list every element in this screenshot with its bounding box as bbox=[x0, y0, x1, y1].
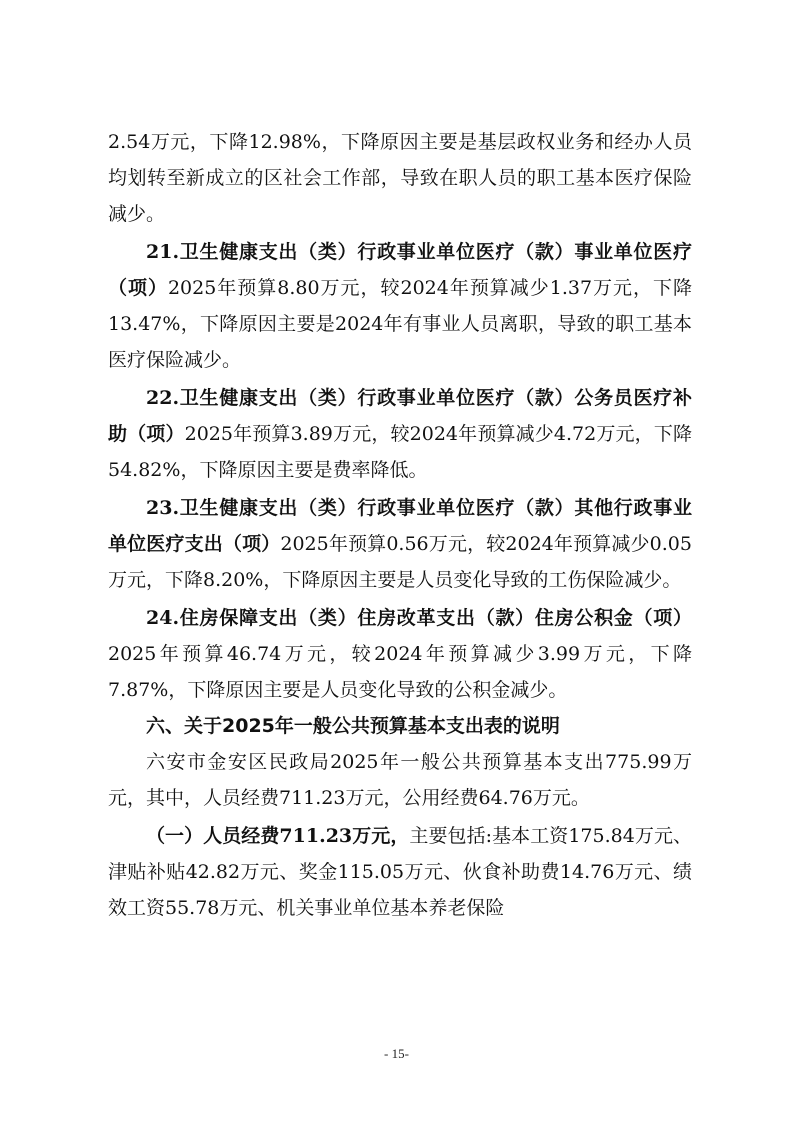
page-number: - 15- bbox=[384, 1046, 409, 1061]
item-24-heading: 24.住房保障支出（类）住房改革支出（款）住房公积金（项） bbox=[146, 607, 692, 629]
paragraph-text: 2.54万元，下降12.98%，下降原因主要是基层政权业务和经办人员均划转至新成立的区社会工作部，导致在职人员的职工基本医疗保险减少。 bbox=[108, 131, 692, 225]
item-24-body: 2025年预算46.74万元，较2024年预算减少3.99万元，下降7.87%，下降原因主要是人员变化导致的公积金减少。 bbox=[108, 643, 692, 701]
personnel-expenses-heading: （一）人员经费711.23万元， bbox=[146, 825, 410, 847]
section-6-text: 六安市金安区民政局2025年一般公共预算基本支出775.99万元，其中，人员经费711.23万元，公用经费64.76万元。 bbox=[108, 751, 692, 809]
item-21-body: 2025年预算8.80万元，较2024年预算减少1.37万元，下降13.47%，下降原因主要是2024年有事业人员离职，导致的职工基本医疗保险减少。 bbox=[108, 277, 692, 371]
personnel-expenses-body: 主要包括:基本工资175.84万元、津贴补贴42.82万元、奖金115.05万元、伙食补助费14.76万元、绩效工资55.78万元、机关事业单位基本养老保险 bbox=[108, 825, 692, 919]
document-body bbox=[108, 124, 692, 926]
item-23 bbox=[108, 490, 692, 598]
item-23-heading: 23.卫生健康支出（类）行政事业单位医疗（款）其他行政事业单位医疗支出（项） bbox=[108, 497, 692, 555]
item-22-body: 2025年预算3.89万元，较2024年预算减少4.72万元，下降54.82%，下降原因主要是费率降低。 bbox=[108, 423, 692, 481]
item-21 bbox=[108, 234, 692, 378]
item-21-heading: 21.卫生健康支出（类）行政事业单位医疗（款）事业单位医疗（项） bbox=[108, 241, 692, 299]
section-6-title: 六、关于2025年一般公共预算基本支出表的说明 bbox=[146, 715, 560, 737]
paragraph-continued bbox=[108, 124, 692, 232]
item-23-body: 2025年预算0.56万元，较2024年预算减少0.05万元，下降8.20%，下降原因主要是人员变化导致的工伤保险减少。 bbox=[108, 533, 692, 591]
item-22-heading: 22.卫生健康支出（类）行政事业单位医疗（款）公务员医疗补助（项） bbox=[108, 387, 692, 445]
section-6-body bbox=[108, 744, 692, 816]
item-22 bbox=[108, 380, 692, 488]
personnel-expenses bbox=[108, 818, 692, 926]
item-24 bbox=[108, 600, 692, 708]
